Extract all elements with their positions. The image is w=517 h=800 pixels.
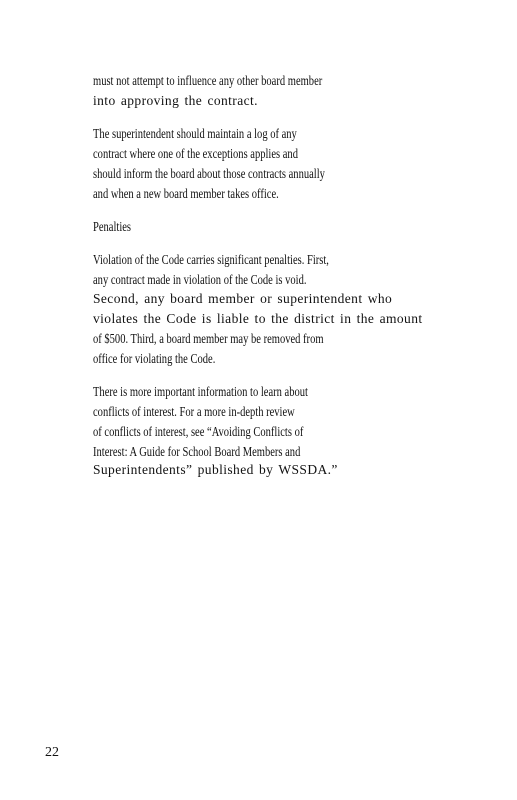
text-line: Interest: A Guide for School Board Members and — [93, 444, 301, 459]
text-line: conflicts of interest. For a more in-depth review — [93, 404, 295, 419]
text-line: office for violating the Code. — [93, 351, 216, 366]
text-line: Violation of the Code carries significant penalties. First, — [93, 252, 329, 267]
text-line: The superintendent should maintain a log of any — [93, 126, 297, 141]
text-line: Superintendents” published by WSSDA.” — [93, 462, 338, 477]
text-line: There is more important information to learn about — [93, 384, 308, 399]
text-line: of $500. Third, a board member may be removed from — [93, 331, 324, 346]
section-heading: Penalties — [93, 219, 132, 234]
text-line: Second, any board member or superintendent who — [93, 291, 393, 306]
text-line: must not attempt to influence any other board member — [93, 73, 323, 88]
text-line: of conflicts of interest, see “Avoiding Conflicts of — [93, 424, 304, 439]
text-line: any contract made in violation of the Code is void. — [93, 272, 307, 287]
text-line: violates the Code is liable to the district in the amount — [93, 311, 423, 326]
text-line: and when a new board member takes office. — [93, 186, 279, 201]
text-line: should inform the board about those contracts annually — [93, 166, 325, 181]
text-line: into approving the contract. — [93, 93, 258, 108]
page-number: 22 — [45, 745, 59, 760]
text-line: contract where one of the exceptions applies and — [93, 146, 298, 161]
